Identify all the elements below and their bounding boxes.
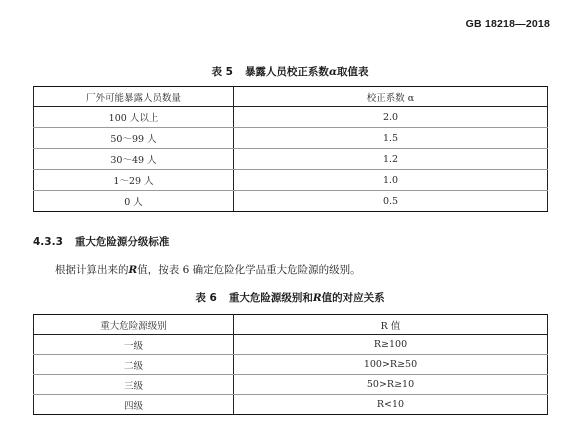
paragraph-text: 根据计算出来的 xyxy=(55,264,129,276)
table-row xyxy=(34,395,548,415)
body-paragraph xyxy=(55,262,361,277)
standard-number: GB 18218—2018 xyxy=(465,18,550,30)
table-row xyxy=(34,170,548,191)
table-row xyxy=(34,107,548,128)
table-cell: 三级 xyxy=(34,375,234,395)
section-heading xyxy=(33,234,169,249)
column-header: 校正系数 α xyxy=(234,87,548,107)
table-cell: R≥100 xyxy=(234,335,548,355)
section-title: 重大危险源分级标准 xyxy=(74,236,170,248)
table5-title-suffix: 取值表 xyxy=(337,66,369,78)
table-cell: 四级 xyxy=(34,395,234,415)
table-header-row xyxy=(34,315,548,335)
table6-symbol: R xyxy=(312,292,322,304)
table-cell: 一级 xyxy=(34,335,234,355)
table-row xyxy=(34,335,548,355)
table6-title: 重大危险源级别和 xyxy=(228,292,313,304)
table6-number: 表 6 xyxy=(195,292,217,304)
table5-caption xyxy=(0,64,580,79)
table-cell: 100 人以上 xyxy=(34,107,234,128)
table-cell: R<10 xyxy=(234,395,548,415)
column-header: 重大危险源级别 xyxy=(34,315,234,335)
paragraph-text: 值，按表 6 确定危险化学品重大危险源的级别。 xyxy=(137,264,361,276)
table-cell: 1～29 人 xyxy=(34,170,234,191)
table-row xyxy=(34,355,548,375)
table6-title-suffix: 值的对应关系 xyxy=(321,292,385,304)
r-symbol: R xyxy=(128,264,138,276)
table-row xyxy=(34,128,548,149)
table-row xyxy=(34,149,548,170)
section-number: 4.3.3 xyxy=(33,236,63,248)
table-row xyxy=(34,191,548,212)
table-cell: 50～99 人 xyxy=(34,128,234,149)
table5-symbol: α xyxy=(328,66,338,78)
table-cell: 2.0 xyxy=(234,107,548,128)
table-row xyxy=(34,375,548,395)
table-cell: 1.0 xyxy=(234,170,548,191)
table-cell: 0.5 xyxy=(234,191,548,212)
table-cell: 1.2 xyxy=(234,149,548,170)
table5-number: 表 5 xyxy=(211,66,233,78)
table5-title: 暴露人员校正系数 xyxy=(244,66,329,78)
correction-factor-table xyxy=(33,86,548,212)
table-cell: 50>R≥10 xyxy=(234,375,548,395)
table-cell: 30～49 人 xyxy=(34,149,234,170)
table-cell: 二级 xyxy=(34,355,234,375)
table-cell: 100>R≥50 xyxy=(234,355,548,375)
column-header: R 值 xyxy=(234,315,548,335)
hazard-level-table xyxy=(33,314,548,415)
table6-caption xyxy=(0,290,580,305)
column-header: 厂外可能暴露人员数量 xyxy=(34,87,234,107)
table-cell: 0 人 xyxy=(34,191,234,212)
table-header-row xyxy=(34,87,548,107)
table-cell: 1.5 xyxy=(234,128,548,149)
